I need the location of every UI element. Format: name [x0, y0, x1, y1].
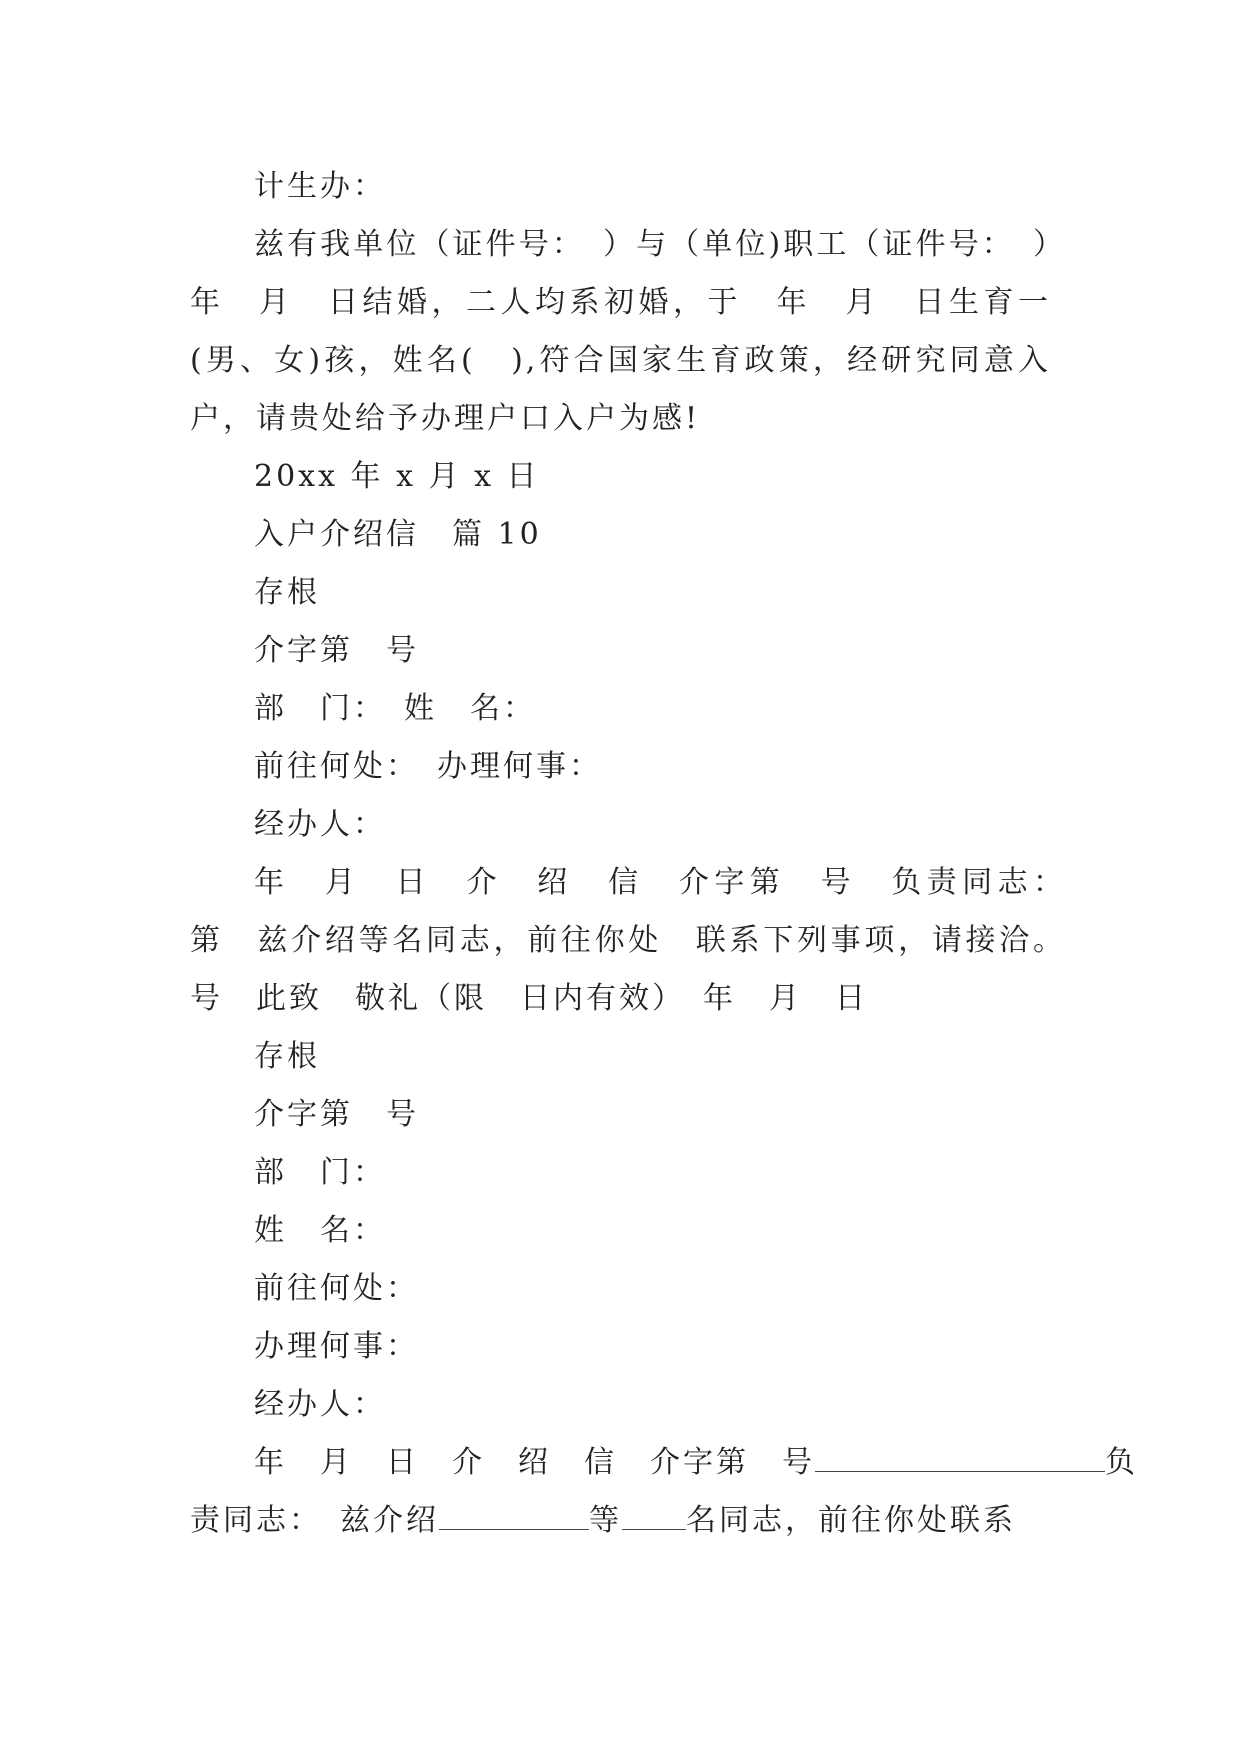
ref-number-line: 介字第 号 [254, 633, 419, 668]
stub-label-2: 存根 [254, 1039, 320, 1074]
stub-label: 存根 [254, 575, 320, 610]
ref-number-line-2: 介字第 号 [254, 1097, 419, 1132]
continuation-text-3: 名同志，前往你处联系 [686, 1503, 1016, 1538]
continuation-text-1: 责同志： 兹介绍 [190, 1503, 439, 1538]
destination-line-2: 前往何处： [254, 1271, 419, 1306]
handler-line-2: 经办人： [254, 1387, 386, 1422]
letter-header-text: 年 月 日 介 绍 信 介字第 号 [254, 1445, 815, 1480]
handler-line: 经办人： [254, 807, 386, 842]
blank-underline [439, 1499, 589, 1530]
blank-underline [622, 1499, 686, 1530]
letter-continuation-line [190, 1492, 1051, 1550]
recipient-line: 计生办： [254, 169, 386, 204]
continuation-text-2: 等 [589, 1503, 622, 1538]
name-line-2: 姓 名： [254, 1213, 386, 1248]
section-title: 入户介绍信 篇 10 [254, 517, 542, 552]
dept-line-2: 部 门： [254, 1155, 386, 1190]
letter-body: 兹有我单位（证件号： ）与（单位)职工（证件号： ）年 月 日结婚，二人均系初婚，于 年 月 日生育一(男、女)孩，姓名( ),符合国家生育政策，经研究同意入户，请贵处给予办理户口入户为感! [190, 227, 1051, 436]
introduction-letter-body: 年 月 日 介 绍 信 介字第 号 负责同志： 第 兹介绍等名同志，前往你处 联系下列事项，请接洽。 号 此致 敬礼（限 日内有效） 年 月 日 [190, 865, 1084, 1016]
matter-line-2: 办理何事： [254, 1329, 419, 1364]
dept-name-line: 部 门： 姓 名： [254, 691, 536, 726]
date-line: 20xx 年 x 月 x 日 [254, 459, 540, 494]
letter-header-line [190, 1434, 1138, 1492]
blank-underline [815, 1441, 1105, 1472]
letter-header-tail: 负 [1105, 1445, 1138, 1480]
destination-matter-line: 前往何处： 办理何事： [254, 749, 602, 784]
